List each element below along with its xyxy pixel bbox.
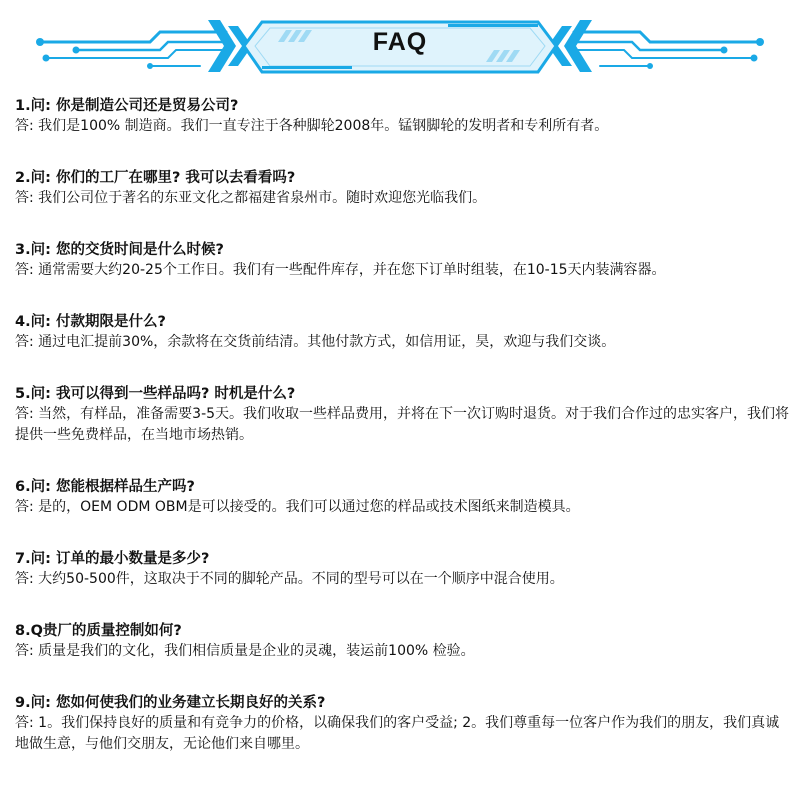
- faq-item-5: [15, 384, 790, 446]
- faq-answer: 答: 我们公司位于著名的东亚文化之都福建省泉州市。随时欢迎您光临我们。: [15, 190, 487, 206]
- faq-question: 8.Q贵厂的质量控制如何?: [15, 623, 182, 639]
- faq-item-9: [15, 693, 790, 755]
- faq-answer: 答: 通过电汇提前30%，余款将在交货前结清。其他付款方式，如信用证，昊，欢迎与我们交谈。: [15, 334, 616, 350]
- faq-list: [15, 96, 790, 786]
- faq-answer: 答: 是的，OEM ODM OBM是可以接受的。我们可以通过您的样品或技术图纸来制造模具。: [15, 499, 580, 515]
- faq-question: 3.问: 您的交货时间是什么时候?: [15, 242, 224, 258]
- faq-item-2: [15, 168, 790, 209]
- faq-item-8: [15, 621, 790, 662]
- faq-item-1: [15, 96, 790, 137]
- faq-answer: 答: 质量是我们的文化，我们相信质量是企业的灵魂，装运前100% 检验。: [15, 643, 475, 659]
- faq-question: 6.问: 您能根据样品生产吗?: [15, 479, 195, 495]
- faq-question: 5.问: 我可以得到一些样品吗? 时机是什么?: [15, 386, 296, 402]
- faq-answer: 答: 通常需要大约20-25个工作日。我们有一些配件库存，并在您下订单时组装，在10-15天内装满容器。: [15, 262, 666, 278]
- faq-answer: 答: 当然，有样品，准备需要3-5天。我们收取一些样品费用，并将在下一次订购时退货。对于我们合作过的忠实客户，我们将提供一些免费样品，在当地市场热销。: [15, 406, 790, 443]
- faq-answer: 答: 我们是100% 制造商。我们一直专注于各种脚轮2008年。锰钢脚轮的发明者和专利所有者。: [15, 118, 609, 134]
- faq-item-3: [15, 240, 790, 281]
- faq-question: 9.问: 您如何使我们的业务建立长期良好的关系?: [15, 695, 326, 711]
- faq-question: 4.问: 付款期限是什么?: [15, 314, 166, 330]
- faq-item-7: [15, 549, 790, 590]
- faq-question: 2.问: 你们的工厂在哪里? 我可以去看看吗?: [15, 170, 296, 186]
- faq-answer: 答: 大约50-500件，这取决于不同的脚轮产品。不同的型号可以在一个顺序中混合使用。: [15, 571, 564, 587]
- faq-answer: 答: 1。我们保持良好的质量和有竞争力的价格，以确保我们的客户受益; 2。我们尊重每一位客户作为我们的朋友，我们真诚地做生意，与他们交朋友，无论他们来自哪里。: [15, 715, 780, 752]
- faq-title: FAQ: [372, 28, 428, 56]
- faq-question: 7.问: 订单的最小数量是多少?: [15, 551, 210, 567]
- faq-banner: [0, 0, 800, 92]
- faq-question: 1.问: 你是制造公司还是贸易公司?: [15, 98, 239, 114]
- faq-item-6: [15, 477, 790, 518]
- faq-item-4: [15, 312, 790, 353]
